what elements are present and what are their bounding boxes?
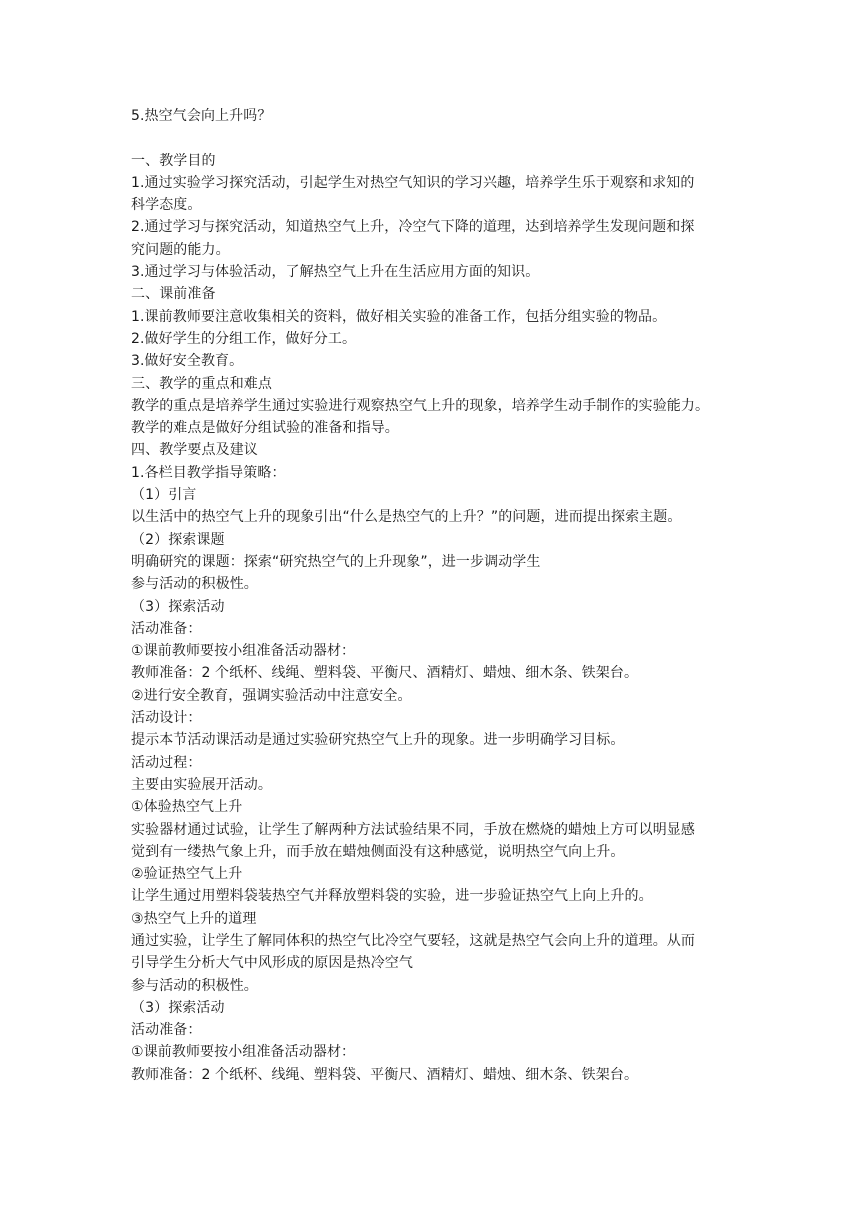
paragraph-line: 究问题的能力。 <box>131 241 230 258</box>
subheading-line: （3）探索活动 <box>131 598 225 615</box>
document-body <box>131 105 741 1086</box>
blank-line <box>131 127 741 149</box>
paragraph-line: 活动设计： <box>131 710 202 727</box>
paragraph-line: ①体验热空气上升 <box>131 799 243 816</box>
section-heading-suggestions: 四、教学要点及建议 <box>131 442 258 459</box>
paragraph-line: 参与活动的积极性。 <box>131 576 258 593</box>
paragraph-line: ③热空气上升的道理 <box>131 910 257 927</box>
paragraph-line: 引导学生分析大气中风形成的原因是热冷空气 <box>131 955 413 972</box>
paragraph-line: 2.做好学生的分组工作，做好分工。 <box>131 330 357 347</box>
subheading-line: （3）探索活动 <box>131 999 225 1016</box>
subheading-line: （2）探索课题 <box>131 531 225 548</box>
paragraph-line: 科学态度。 <box>131 197 202 214</box>
document-title: 5.热空气会向上升吗？ <box>131 108 272 124</box>
paragraph-line: 教师准备：2 个纸杯、线绳、塑料袋、平衡尺、酒精灯、蜡烛、细木条、铁架台。 <box>131 1066 639 1083</box>
section-heading-key-points: 三、教学的重点和难点 <box>131 375 272 392</box>
paragraph-line: 1.通过实验学习探究活动，引起学生对热空气知识的学习兴趣，培养学生乐于观察和求知的 <box>131 174 695 191</box>
paragraph-line: ①课前教师要按小组准备活动器材： <box>131 643 356 660</box>
subheading-line: （1）引言 <box>131 487 197 504</box>
paragraph-line: 觉到有一缕热气象上升，而手放在蜡烛侧面没有这种感觉，说明热空气向上升。 <box>131 843 625 860</box>
paragraph-line: 让学生通过用塑料袋装热空气并释放塑料袋的实验，进一步验证热空气上向上升的。 <box>131 888 653 905</box>
paragraph-line: 3.做好安全教育。 <box>131 353 244 370</box>
paragraph-line: 以生活中的热空气上升的现象引出“什么是热空气的上升？”的问题，进而提出探索主题。 <box>131 509 682 526</box>
paragraph-line: 教学的难点是做好分组试验的准备和指导。 <box>131 420 399 437</box>
paragraph-line: 活动准备： <box>131 1022 202 1039</box>
paragraph-line: 活动准备： <box>131 620 202 637</box>
paragraph-line: 通过实验，让学生了解同体积的热空气比冷空气要轻，这就是热空气会向上升的道理。从而 <box>131 932 695 949</box>
paragraph-line: 参与活动的积极性。 <box>131 977 258 994</box>
paragraph-line: 明确研究的课题：探索“研究热空气的上升现象”，进一步调动学生 <box>131 553 541 570</box>
paragraph-line: ②进行安全教育，强调实验活动中注意安全。 <box>131 687 412 704</box>
paragraph-line: ②验证热空气上升 <box>131 866 243 883</box>
paragraph-line: 2.通过学习与探究活动，知道热空气上升，冷空气下降的道理，达到培养学生发现问题和探 <box>131 219 695 236</box>
paragraph-line: 教师准备：2 个纸杯、线绳、塑料袋、平衡尺、酒精灯、蜡烛、细木条、铁架台。 <box>131 665 639 682</box>
paragraph-line: 活动过程： <box>131 754 202 771</box>
paragraph-line: 1.各栏目教学指导策略： <box>131 464 286 481</box>
paragraph-line: 主要由实验展开活动。 <box>131 776 272 793</box>
paragraph-line: 教学的重点是培养学生通过实验进行观察热空气上升的现象，培养学生动手制作的实验能力。 <box>131 397 710 414</box>
paragraph-line: ①课前教师要按小组准备活动器材： <box>131 1044 356 1061</box>
paragraph-line: 提示本节活动课活动是通过实验研究热空气上升的现象。进一步明确学习目标。 <box>131 732 625 749</box>
section-heading-preparation: 二、课前准备 <box>131 286 216 303</box>
paragraph-line: 实验器材通过试验，让学生了解两种方法试验结果不同，手放在燃烧的蜡烛上方可以明显感 <box>131 821 695 838</box>
section-heading-objectives: 一、教学目的 <box>131 152 216 169</box>
paragraph-line: 1.课前教师要注意收集相关的资料，做好相关实验的准备工作，包括分组实验的物品。 <box>131 308 667 325</box>
paragraph-line: 3.通过学习与体验活动，了解热空气上升在生活应用方面的知识。 <box>131 264 540 281</box>
